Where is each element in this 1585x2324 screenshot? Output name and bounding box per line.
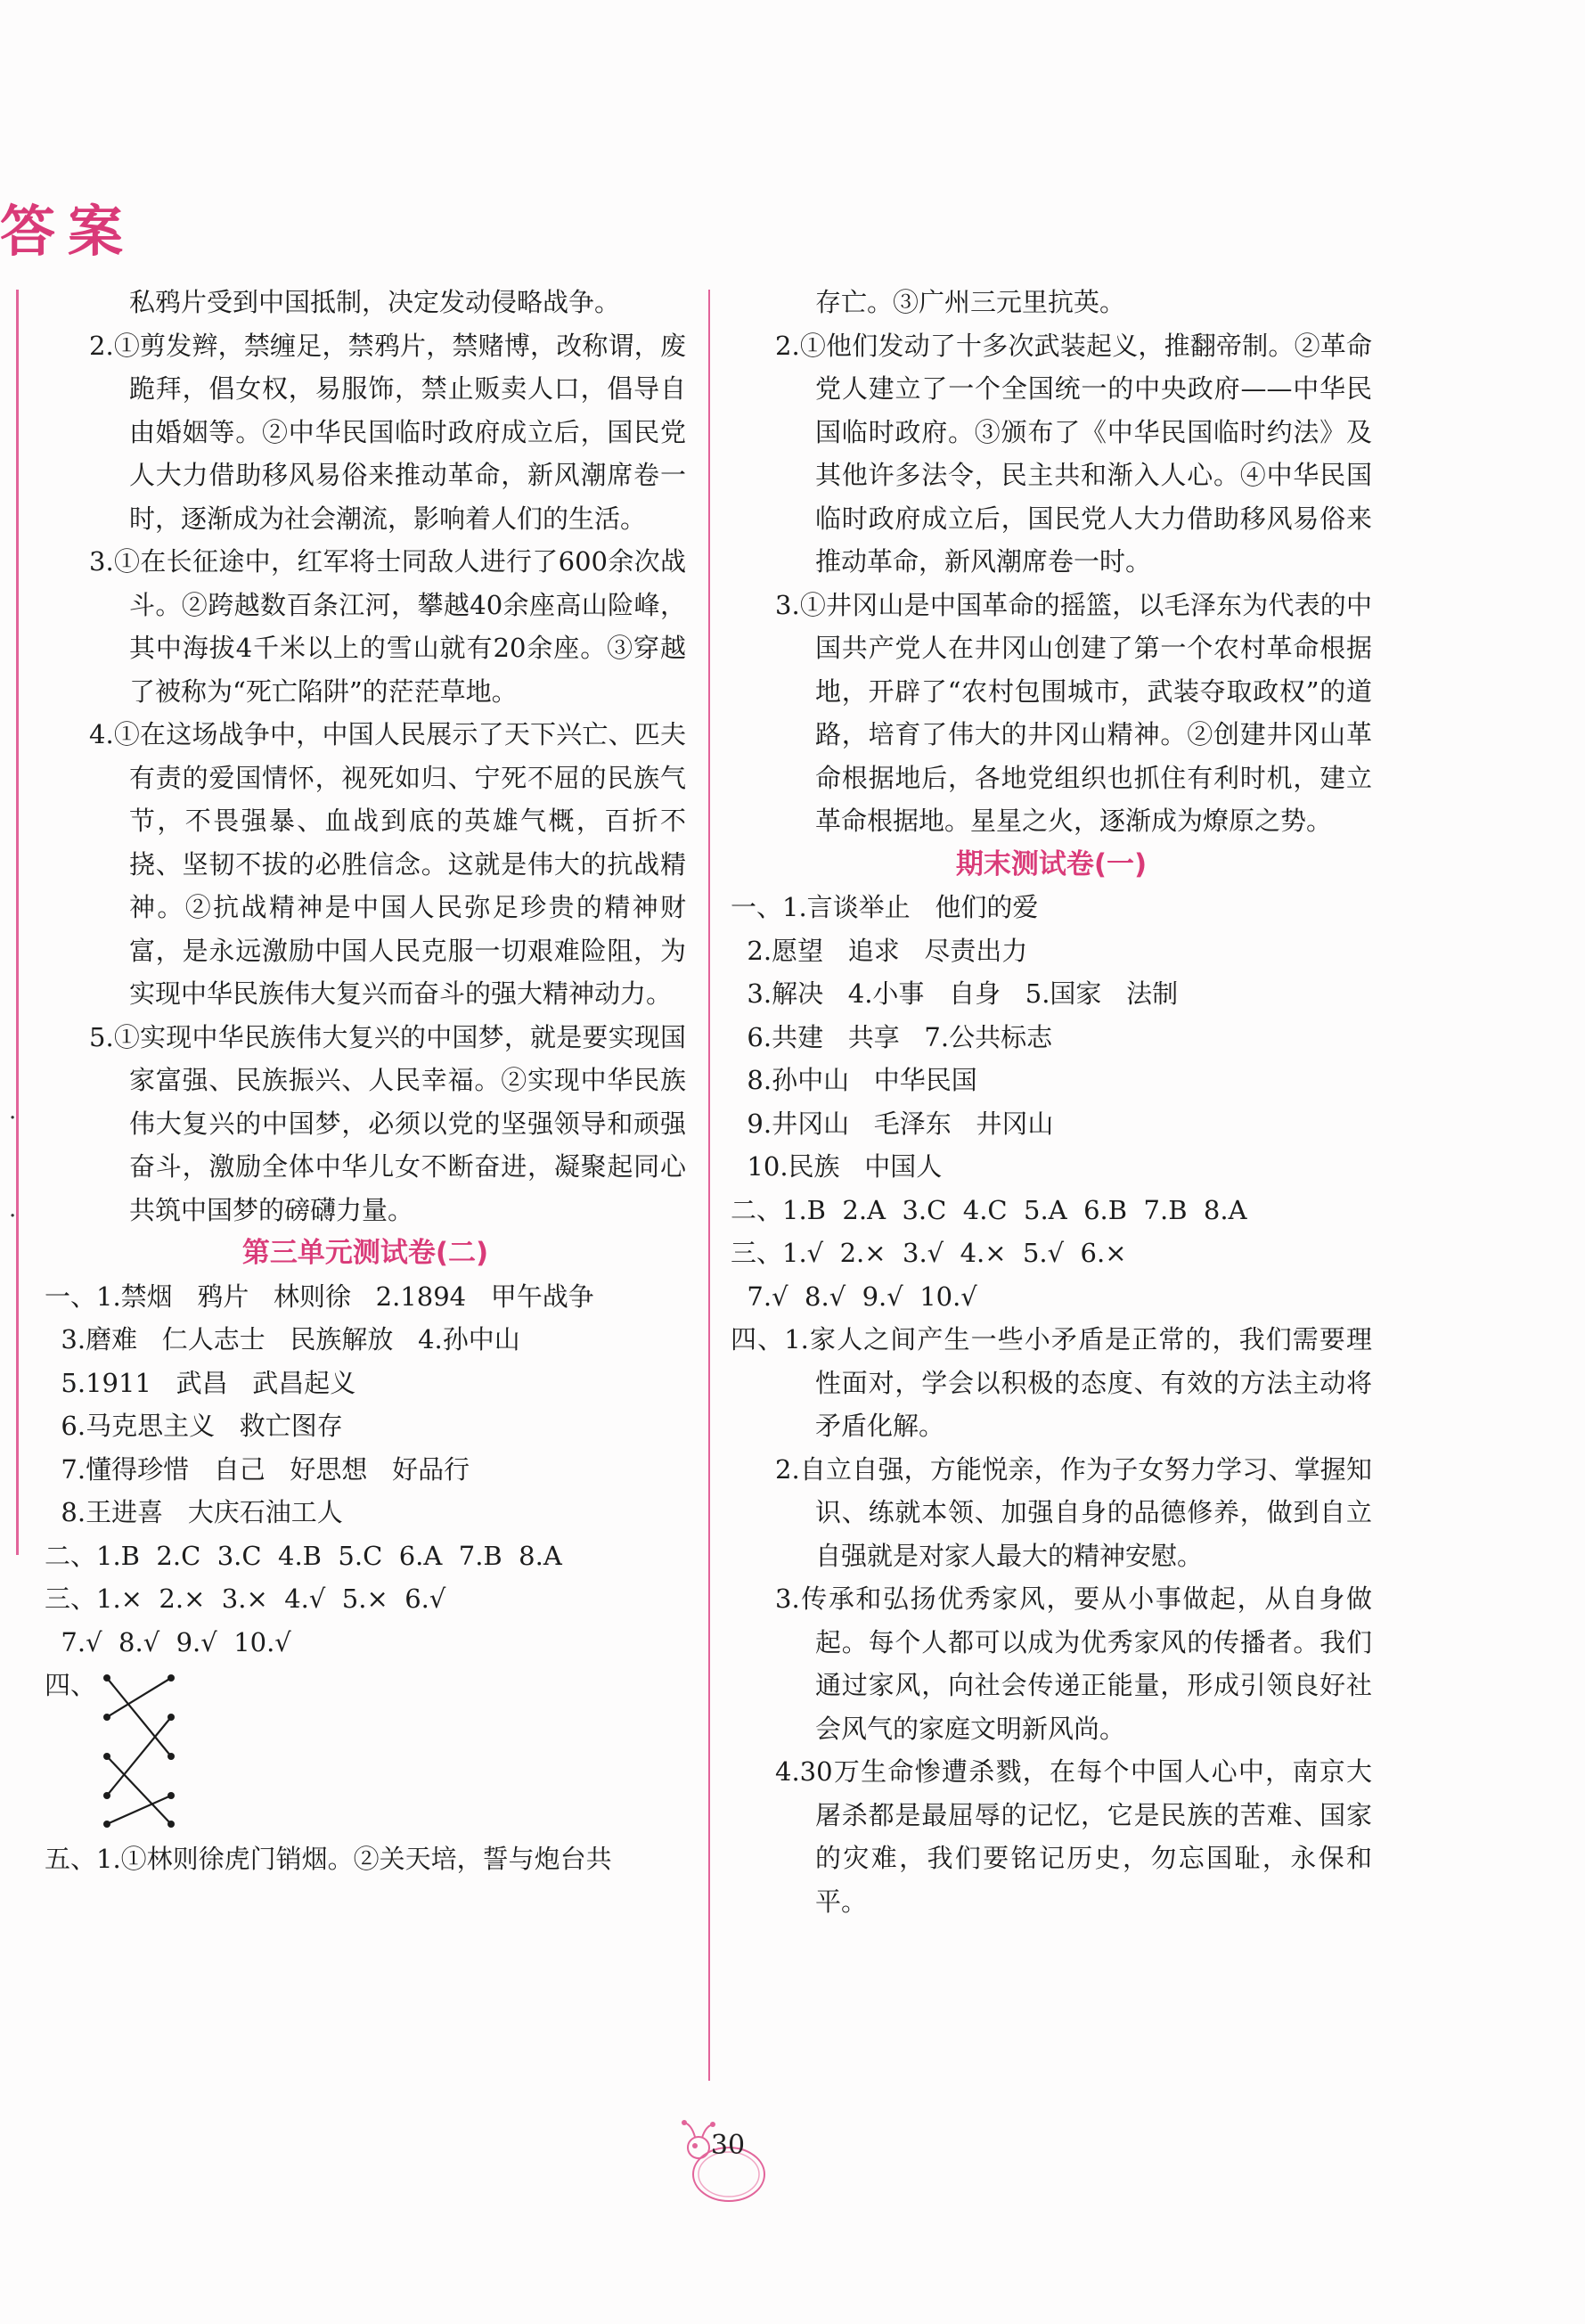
margin-mark: · bbox=[9, 1203, 17, 1230]
left-edge-rule bbox=[16, 290, 19, 1555]
answer-line: 5.1911 武昌 武昌起义 bbox=[45, 1367, 356, 1398]
answer-line: 9.井冈山 毛泽东 井冈山 bbox=[731, 1108, 1054, 1139]
answer-item: 4.30万生命惨遭杀戮，在每个中国人心中，南京大屠杀都是最屈辱的记忆，它是民族的苦难、国家的灾难，我们要铭记历史，勿忘国耻，永保和平。 bbox=[775, 1756, 1372, 1917]
column-divider bbox=[708, 290, 710, 2081]
answer-item: 4.①在这场战争中，中国人民展示了天下兴亡、匹夫有责的爱国情怀，视死如归、宁死不屈的民族气节，不畏强暴、血战到底的英雄气概，百折不挠、坚韧不拔的必胜信念。这就是伟大的抗战精神。②抗战精神是中国人民弥足珍贵的精神财富，是永远激励中国人民克服一切艰难险阻，为实现中华民族伟大复兴而奋斗的强大精神动力。 bbox=[89, 719, 686, 1009]
match-line bbox=[107, 1678, 171, 1717]
answer-item: 2.自立自强，方能悦亲，作为子女努力学习、掌握知识、练就本领、加强自身的品德修养，做到自立自强就是对家人最大的精神安慰。 bbox=[775, 1453, 1372, 1571]
answer-line: 10.民族 中国人 bbox=[731, 1151, 943, 1182]
answer-line: 一、1.言谈举止 他们的爱 bbox=[731, 892, 1039, 922]
answer-item: 3.①在长征途中，红军将士同敌人进行了600余次战斗。②跨越数百条江河，攀越40余座高山险峰，其中海拔4千米以上的雪山就有20余座。③穿越了被称为“死亡陷阱”的茫茫草地。 bbox=[89, 546, 686, 707]
answer-item: 四、1.家人之间产生一些小矛盾是正常的，我们需要理性面对，学会以积极的态度、有效的方法主动将矛盾化解。 bbox=[731, 1324, 1372, 1441]
section-heading: 第三单元测试卷(二) bbox=[241, 1237, 489, 1269]
matching-answer bbox=[45, 1664, 686, 1837]
answer-line: 6.共建 共享 7.公共标志 bbox=[731, 1021, 1053, 1052]
answer-item: 3.①井冈山是中国革命的摇篮，以毛泽东为代表的中国共产党人在井冈山创建了第一个农村革命根据地，开辟了“农村包围城市，武装夺取政权”的道路，培育了伟大的井冈山精神。②创建井冈山革命根据地后，各地党组织也抓住有利时机，建立革命根据地。星星之火，逐渐成为燎原之势。 bbox=[775, 589, 1372, 836]
answer-line: 五、1.①林则徐虎门销烟。②关天培，誓与炮台共 bbox=[45, 1844, 612, 1874]
answer-item: 2.①他们发动了十多次武装起义，推翻帝制。②革命党人建立了一个全国统一的中央政府——中华民国临时政府。③颁布了《中华民国临时约法》及其他许多法令，民主共和渐入人心。④中华民国临时政府成立后，国民党人大力借助移风易俗来推动革命，新风潮席卷一时。 bbox=[775, 330, 1372, 577]
match-line bbox=[107, 1717, 171, 1796]
match-line bbox=[107, 1756, 171, 1824]
answer-continuation: 私鸦片受到中国抵制，决定发动侵略战争。 bbox=[129, 287, 621, 317]
matching-label: 四、 bbox=[45, 1670, 97, 1700]
answer-line: 2.愿望 追求 尽责出力 bbox=[731, 935, 1028, 966]
bee-ornament bbox=[659, 2112, 784, 2210]
answer-line: 7.√ 8.√ 9.√ 10.√ bbox=[731, 1281, 977, 1312]
answer-line: 三、1.√ 2.× 3.√ 4.× 5.√ 6.× bbox=[731, 1238, 1127, 1268]
answer-line: 7.懂得珍惜 自己 好思想 好品行 bbox=[45, 1453, 470, 1485]
answer-item: 3.传承和弘扬优秀家风，要从小事做起，从自身做起。每个人都可以成为优秀家风的传播者。我们通过家风，向社会传递正能量，形成引领良好社会风气的家庭文明新风尚。 bbox=[775, 1583, 1372, 1744]
answer-line: 6.马克思主义 救亡图存 bbox=[45, 1411, 343, 1441]
section-heading: 期末测试卷(一) bbox=[955, 847, 1148, 880]
answer-line: 3.解决 4.小事 自身 5.国家 法制 bbox=[731, 978, 1179, 1009]
page-number: 30 bbox=[710, 2130, 746, 2161]
answer-line: 三、1.× 2.× 3.× 4.√ 5.× 6.√ bbox=[45, 1583, 446, 1614]
answer-line: 7.√ 8.√ 9.√ 10.√ bbox=[45, 1626, 291, 1657]
answer-line: 一、1.禁烟 鸦片 林则徐 2.1894 甲午战争 bbox=[45, 1281, 594, 1312]
matching-lines bbox=[100, 1671, 180, 1831]
answer-line: 8.孙中山 中华民国 bbox=[731, 1065, 977, 1095]
margin-mark: · bbox=[9, 1105, 17, 1132]
answer-item: 5.①实现中华民族伟大复兴的中国梦，就是要实现国家富强、民族振兴、人民幸福。②实现中华民族伟大复兴的中国梦，必须以党的坚强领导和顽强奋斗，激励全体中华儿女不断奋进，凝聚起同心共筑中国梦的磅礴力量。 bbox=[89, 1021, 686, 1225]
answer-line: 8.王进喜 大庆石油工人 bbox=[45, 1497, 343, 1527]
match-line bbox=[107, 1796, 171, 1824]
answer-line: 二、1.B 2.A 3.C 4.C 5.A 6.B 7.B 8.A bbox=[731, 1194, 1247, 1225]
left-column bbox=[45, 281, 686, 1881]
right-column bbox=[731, 281, 1372, 1923]
answer-item: 2.①剪发辫，禁缠足，禁鸦片，禁赌博，改称谓，废跪拜，倡女权，易服饰，禁止贩卖人口，倡导自由婚姻等。②中华民国临时政府成立后，国民党人大力借助移风易俗来推动革命，新风潮席卷一时，逐渐成为社会潮流，影响着人们的生活。 bbox=[89, 330, 686, 534]
answer-line: 二、1.B 2.C 3.C 4.B 5.C 6.A 7.B 8.A bbox=[45, 1540, 562, 1571]
page-title: 答案 bbox=[0, 199, 136, 264]
match-line bbox=[107, 1678, 171, 1756]
answer-line: 3.磨难 仁人志士 民族解放 4.孙中山 bbox=[45, 1324, 520, 1354]
answer-continuation: 存亡。③广州三元里抗英。 bbox=[815, 287, 1126, 317]
